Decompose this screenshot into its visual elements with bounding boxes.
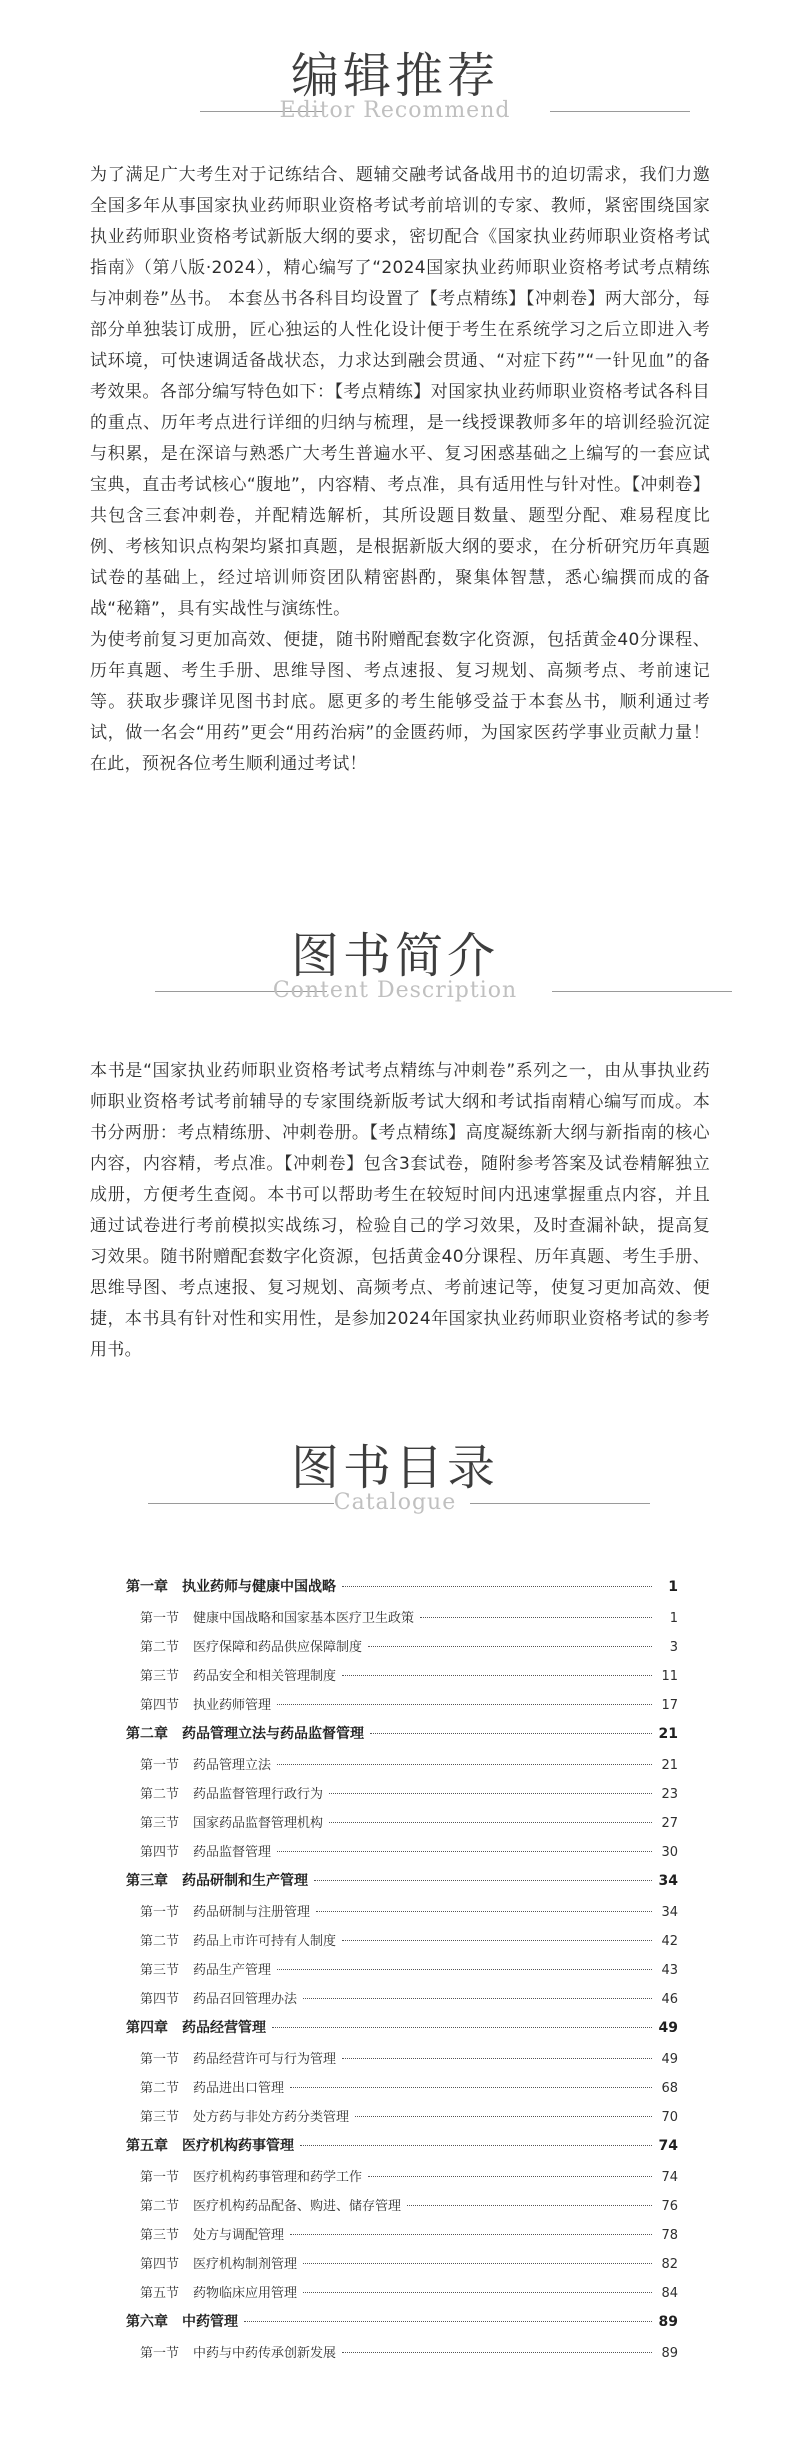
toc-leader-dots <box>316 1911 652 1912</box>
toc-title: 药品上市许可持有人制度 <box>193 1934 337 1949</box>
toc-section-row <box>126 1988 678 2017</box>
toc-title: 药品研制和生产管理 <box>182 1873 308 1889</box>
toc-title: 药物临床应用管理 <box>193 2286 298 2301</box>
toc-page-number: 27 <box>661 1816 678 1831</box>
toc-section-row <box>126 1636 678 1665</box>
catalogue-header <box>0 1440 790 1520</box>
toc-page-number: 49 <box>661 2052 678 2067</box>
toc-number: 第三节 <box>140 1816 180 1831</box>
toc-number: 第一章 <box>126 1579 168 1595</box>
toc-section-row <box>126 1754 678 1783</box>
toc-leader-dots <box>290 2087 652 2088</box>
toc-leader-dots <box>277 1704 652 1705</box>
toc-leader-dots <box>342 1940 652 1941</box>
toc-page-number: 1 <box>669 1611 678 1626</box>
toc-page-number: 82 <box>661 2257 678 2272</box>
section-title-en: Content Description <box>272 978 518 1003</box>
toc-chapter-row <box>126 2311 678 2342</box>
toc-section-row <box>126 2077 678 2106</box>
toc-chapter-row <box>126 1870 678 1901</box>
toc-chapter-row <box>126 1723 678 1754</box>
toc-title: 中药管理 <box>182 2314 238 2330</box>
toc-page-number: 11 <box>661 1669 678 1684</box>
toc-section-row <box>126 1665 678 1694</box>
toc-leader-dots <box>342 1586 652 1587</box>
toc-page-number: 1 <box>668 1579 678 1595</box>
toc-leader-dots <box>314 1880 652 1881</box>
content-description-header <box>0 928 790 1008</box>
toc-title: 执业药师与健康中国战略 <box>182 1579 336 1595</box>
toc-section-row <box>126 2282 678 2311</box>
toc-section-row <box>126 2106 678 2135</box>
toc-leader-dots <box>342 2058 652 2059</box>
toc-title: 中药与中药传承创新发展 <box>193 2346 337 2361</box>
toc-number: 第三章 <box>126 1873 168 1889</box>
toc-title: 医疗机构制剂管理 <box>193 2257 298 2272</box>
toc-title: 处方与调配管理 <box>193 2228 285 2243</box>
toc-number: 第四节 <box>140 2257 180 2272</box>
editor-recommend-header <box>0 48 790 128</box>
toc-section-row <box>126 2195 678 2224</box>
toc-leader-dots <box>342 2352 652 2353</box>
toc-title: 医疗机构药品配备、购进、储存管理 <box>193 2199 402 2214</box>
toc-section-row <box>126 1901 678 1930</box>
toc-section-row <box>126 2048 678 2077</box>
catalogue-section <box>0 1440 790 1520</box>
toc-number: 第二节 <box>140 1934 180 1949</box>
toc-leader-dots <box>355 2116 652 2117</box>
toc-title: 药品管理立法与药品监督管理 <box>182 1726 364 1742</box>
toc-title: 药品监督管理行政行为 <box>193 1787 324 1802</box>
toc-leader-dots <box>329 1822 652 1823</box>
toc-leader-dots <box>277 1764 652 1765</box>
toc-section-row <box>126 1783 678 1812</box>
toc-page-number: 34 <box>661 1905 678 1920</box>
toc-section-row <box>126 1607 678 1636</box>
toc-page-number: 3 <box>669 1640 678 1655</box>
toc-leader-dots <box>342 1675 652 1676</box>
toc-page-number: 89 <box>658 2314 678 2330</box>
toc-section-row <box>126 1841 678 1870</box>
toc-title: 药品监督管理 <box>193 1845 272 1860</box>
paragraph: 为使考前复习更加高效、便捷，随书附赠配套数字化资源，包括黄金40分课程、历年真题、考生手册、思维导图、考点速报、复习规划、高频考点、考前速记等。获取步骤详见图书封底。愿更多的考生能够受益于本套丛书，顺利通过考试，做一名会“用药”更会“用药治病”的金匮药师，为国家医药学事业贡献力量！在此，预祝各位考生顺利通过考试！ <box>90 630 710 774</box>
toc-page-number: 43 <box>661 1963 678 1978</box>
toc-title: 医疗机构药事管理和药学工作 <box>193 2170 363 2185</box>
toc-leader-dots <box>329 1793 652 1794</box>
section-title-en: Catalogue <box>333 1490 457 1515</box>
toc-number: 第四节 <box>140 1698 180 1713</box>
toc-number: 第一节 <box>140 1758 180 1773</box>
section-title-cn: 编辑推荐 <box>290 48 499 104</box>
toc-page-number: 78 <box>661 2228 678 2243</box>
paragraph: 为了满足广大考生对于记练结合、题辅交融考试备战用书的迫切需求，我们力邀全国多年从事国家执业药师职业资格考试考前培训的专家、教师，紧密围绕国家执业药师职业资格考试新版大纲的要求，密切配合《国家执业药师职业资格考试指南》（第八版·2024），精心编写了“2024国家执业药师职业资格考试考点精练与冲刺卷”丛书。 本套丛书各科目均设置了【考点精练】【冲刺卷】两大部分，每部分单独装订成册，匠心独运的人性化设计便于考生在系统学习之后立即进入考试环境，可快速调适备战状态，力求达到融会贯通、“对症下药”“一针见血”的备考效果。各部分编写特色如下：【考点精练】对国家执业药师职业资格考试各科目的重点、历年考点进行详细的归纳与梳理，是一线授课教师多年的培训经验沉淀与积累，是在深谙与熟悉广大考生普遍水平、复习困惑基础之上编写的一套应试宝典，直击考试核心“腹地”，内容精、考点准，具有适用性与针对性。【冲刺卷】共包含三套冲刺卷，并配精选解析，其所设题目数量、题型分配、难易程度比例、考核知识点构架均紧扣真题，是根据新版大纲的要求，在分析研究历年真题试卷的基础上，经过培训师资团队精密斟酌，聚集体智慧，悉心编撰而成的备战“秘籍”，具有实战性与演练性。 <box>90 165 710 619</box>
toc-title: 药品经营许可与行为管理 <box>193 2052 337 2067</box>
toc-section-row <box>126 1812 678 1841</box>
toc-number: 第三节 <box>140 1963 180 1978</box>
toc-number: 第四章 <box>126 2020 168 2036</box>
toc-leader-dots <box>303 2263 652 2264</box>
toc-chapter-row <box>126 2017 678 2048</box>
toc-page-number: 74 <box>661 2170 678 2185</box>
toc-page-number: 21 <box>661 1758 678 1773</box>
toc-number: 第三节 <box>140 2228 180 2243</box>
toc-number: 第二节 <box>140 1640 180 1655</box>
editor-recommend-section <box>0 48 790 128</box>
toc-title: 药品生产管理 <box>193 1963 272 1978</box>
toc-number: 第五节 <box>140 2286 180 2301</box>
toc-page-number: 68 <box>661 2081 678 2096</box>
toc-number: 第二节 <box>140 2199 180 2214</box>
toc-number: 第五章 <box>126 2138 168 2154</box>
content-description-section <box>0 928 790 1008</box>
toc-page-number: 84 <box>661 2286 678 2301</box>
toc-number: 第三节 <box>140 2110 180 2125</box>
toc-section-row <box>126 2342 678 2371</box>
toc-leader-dots <box>368 1646 652 1647</box>
toc-page-number: 21 <box>658 1726 678 1742</box>
section-title-cn: 图书简介 <box>290 928 499 984</box>
toc-leader-dots <box>277 1851 652 1852</box>
toc-title: 医疗机构药事管理 <box>182 2138 294 2154</box>
toc-title: 药品召回管理办法 <box>193 1992 298 2007</box>
toc-title: 执业药师管理 <box>193 1698 272 1713</box>
section-title-en: Editor Recommend <box>279 98 511 123</box>
toc-page-number: 42 <box>661 1934 678 1949</box>
toc-page-number: 17 <box>661 1698 678 1713</box>
toc-leader-dots <box>300 2145 652 2146</box>
toc-page-number: 89 <box>661 2346 678 2361</box>
toc-section-row <box>126 1959 678 1988</box>
toc-title: 药品进出口管理 <box>193 2081 285 2096</box>
toc-page-number: 34 <box>658 1873 678 1889</box>
toc-number: 第一节 <box>140 2052 180 2067</box>
toc-number: 第二节 <box>140 1787 180 1802</box>
toc-leader-dots <box>303 2292 652 2293</box>
toc-chapter-row <box>126 2135 678 2166</box>
toc-number: 第一节 <box>140 1611 180 1626</box>
toc-page-number: 46 <box>661 1992 678 2007</box>
toc-leader-dots <box>290 2234 652 2235</box>
section-title-cn: 图书目录 <box>290 1440 499 1496</box>
toc-title: 国家药品监督管理机构 <box>193 1816 324 1831</box>
toc-leader-dots <box>244 2321 652 2322</box>
toc-leader-dots <box>420 1617 652 1618</box>
toc-title: 健康中国战略和国家基本医疗卫生政策 <box>193 1611 415 1626</box>
toc-number: 第一节 <box>140 2170 180 2185</box>
editor-recommend-body <box>90 160 710 780</box>
toc-title: 医疗保障和药品供应保障制度 <box>193 1640 363 1655</box>
toc-number: 第四节 <box>140 1845 180 1860</box>
toc-page-number: 30 <box>661 1845 678 1860</box>
toc-leader-dots <box>370 1733 652 1734</box>
toc-leader-dots <box>272 2027 652 2028</box>
toc-number: 第一节 <box>140 2346 180 2361</box>
paragraph: 本书是“国家执业药师职业资格考试考点精练与冲刺卷”系列之一，由从事执业药师职业资格考试考前辅导的专家围绕新版考试大纲和考试指南精心编写而成。本书分两册：考点精练册、冲刺卷册。【考点精练】高度凝练新大纲与新指南的核心内容，内容精，考点准。【冲刺卷】包含3套试卷，随附参考答案及试卷精解独立成册，方便考生查阅。本书可以帮助考生在较短时间内迅速掌握重点内容，并且通过试卷进行考前模拟实战练习，检验自己的学习效果，及时查漏补缺，提高复习效果。随书附赠配套数字化资源，包括黄金40分课程、历年真题、考生手册、思维导图、考点速报、复习规划、高频考点、考前速记等，使复习更加高效、便捷，本书具有针对性和实用性，是参加2024年国家执业药师职业资格考试的参考用书。 <box>90 1061 710 1360</box>
toc-leader-dots <box>277 1969 652 1970</box>
toc-title: 处方药与非处方药分类管理 <box>193 2110 350 2125</box>
toc-section-row <box>126 2224 678 2253</box>
toc-section-row <box>126 2166 678 2195</box>
toc-title: 药品安全和相关管理制度 <box>193 1669 337 1684</box>
toc-number: 第一节 <box>140 1905 180 1920</box>
toc-number: 第六章 <box>126 2314 168 2330</box>
toc-leader-dots <box>368 2176 652 2177</box>
toc-leader-dots <box>303 1998 652 1999</box>
toc-page-number: 76 <box>661 2199 678 2214</box>
table-of-contents <box>126 1576 678 2371</box>
toc-number: 第二节 <box>140 2081 180 2096</box>
toc-page-number: 74 <box>658 2138 678 2154</box>
toc-leader-dots <box>407 2205 652 2206</box>
toc-page-number: 49 <box>658 2020 678 2036</box>
toc-title: 药品管理立法 <box>193 1758 272 1773</box>
toc-number: 第四节 <box>140 1992 180 2007</box>
toc-title: 药品研制与注册管理 <box>193 1905 311 1920</box>
toc-section-row <box>126 1930 678 1959</box>
toc-page-number: 23 <box>661 1787 678 1802</box>
toc-chapter-row <box>126 1576 678 1607</box>
toc-number: 第三节 <box>140 1669 180 1684</box>
toc-section-row <box>126 1694 678 1723</box>
toc-title: 药品经营管理 <box>182 2020 266 2036</box>
toc-section-row <box>126 2253 678 2282</box>
content-description-body <box>90 1056 710 1366</box>
toc-page-number: 70 <box>661 2110 678 2125</box>
toc-number: 第二章 <box>126 1726 168 1742</box>
